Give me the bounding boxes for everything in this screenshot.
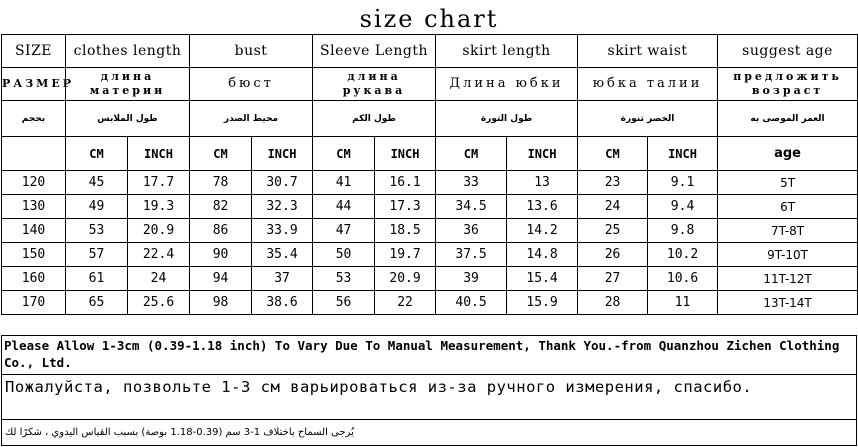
header-row-en — [2, 35, 858, 68]
cell-skirt-len-cm: 39 — [436, 267, 507, 291]
cell-bust-in: 38.6 — [252, 291, 313, 315]
cell-skirt-waist-cm: 23 — [578, 171, 648, 195]
cell-skirt-len-in: 13.6 — [507, 195, 578, 219]
header-ar-clothes-length: طول الملابس — [66, 101, 190, 137]
unit-skirt-length-inch: INCH — [507, 137, 578, 171]
cell-skirt-len-in: 15.4 — [507, 267, 578, 291]
header-ru-bust: бюст — [190, 68, 313, 101]
cell-skirt-waist-in: 9.1 — [648, 171, 718, 195]
cell-size: 120 — [2, 171, 66, 195]
cell-skirt-len-cm: 34.5 — [436, 195, 507, 219]
cell-skirt-waist-in: 10.2 — [648, 243, 718, 267]
cell-sleeve-cm: 47 — [313, 219, 375, 243]
size-table — [1, 34, 858, 315]
cell-age: 5T — [718, 171, 858, 195]
header-ru-clothes-length: длина материи — [66, 68, 190, 101]
unit-bust-inch: INCH — [252, 137, 313, 171]
cell-bust-cm: 90 — [190, 243, 252, 267]
cell-bust-cm: 78 — [190, 171, 252, 195]
table-row — [2, 267, 858, 291]
cell-age: 6T — [718, 195, 858, 219]
cell-bust-in: 30.7 — [252, 171, 313, 195]
cell-size: 170 — [2, 291, 66, 315]
cell-skirt-waist-cm: 24 — [578, 195, 648, 219]
table-row — [2, 243, 858, 267]
cell-age: 13T-14T — [718, 291, 858, 315]
cell-bust-in: 33.9 — [252, 219, 313, 243]
table-row — [2, 219, 858, 243]
cell-sleeve-in: 17.3 — [375, 195, 436, 219]
cell-bust-cm: 94 — [190, 267, 252, 291]
cell-skirt-waist-cm: 27 — [578, 267, 648, 291]
cell-clothes-cm: 45 — [66, 171, 128, 195]
cell-skirt-len-in: 15.9 — [507, 291, 578, 315]
header-ru-skirt-waist: юбка талии — [578, 68, 718, 101]
header-size: SIZE — [2, 35, 66, 68]
cell-sleeve-in: 18.5 — [375, 219, 436, 243]
cell-skirt-len-cm: 36 — [436, 219, 507, 243]
cell-clothes-in: 19.3 — [128, 195, 190, 219]
header-suggest-age: suggest age — [718, 35, 858, 68]
cell-skirt-waist-cm: 28 — [578, 291, 648, 315]
cell-skirt-waist-in: 11 — [648, 291, 718, 315]
unit-skirt-length-cm: CM — [436, 137, 507, 171]
cell-skirt-len-cm: 33 — [436, 171, 507, 195]
cell-age: 7T-8T — [718, 219, 858, 243]
header-ar-skirt-waist: الخصر تنورة — [578, 101, 718, 137]
cell-skirt-waist-cm: 25 — [578, 219, 648, 243]
cell-size: 150 — [2, 243, 66, 267]
cell-sleeve-in: 19.7 — [375, 243, 436, 267]
unit-row — [2, 137, 858, 171]
cell-sleeve-cm: 41 — [313, 171, 375, 195]
cell-clothes-cm: 65 — [66, 291, 128, 315]
header-skirt-waist: skirt waist — [578, 35, 718, 68]
unit-blank — [2, 137, 66, 171]
cell-clothes-cm: 57 — [66, 243, 128, 267]
unit-bust-cm: CM — [190, 137, 252, 171]
header-clothes-length: clothes length — [66, 35, 190, 68]
unit-sleeve-inch: INCH — [375, 137, 436, 171]
header-ar-size: بحجم — [2, 101, 66, 137]
unit-skirt-waist-cm: CM — [578, 137, 648, 171]
header-skirt-length: skirt length — [436, 35, 578, 68]
cell-clothes-cm: 53 — [66, 219, 128, 243]
cell-sleeve-cm: 44 — [313, 195, 375, 219]
cell-bust-cm: 98 — [190, 291, 252, 315]
cell-age: 11T-12T — [718, 267, 858, 291]
header-ru-size: РАЗМЕР — [2, 68, 66, 101]
cell-sleeve-in: 20.9 — [375, 267, 436, 291]
cell-clothes-in: 20.9 — [128, 219, 190, 243]
header-row-ru — [2, 68, 858, 101]
cell-skirt-len-in: 14.2 — [507, 219, 578, 243]
cell-skirt-len-in: 13 — [507, 171, 578, 195]
table-row — [2, 195, 858, 219]
cell-clothes-in: 24 — [128, 267, 190, 291]
header-ru-suggest-age: предложить возраст — [718, 68, 858, 101]
cell-skirt-waist-in: 9.8 — [648, 219, 718, 243]
note-arabic: يُرجى السماح باختلاف 1-3 سم (0.39-1.18 بوصة) بسبب القياس اليدوي ، شكرًا لك — [1, 419, 857, 446]
cell-sleeve-in: 22 — [375, 291, 436, 315]
cell-bust-in: 37 — [252, 267, 313, 291]
cell-bust-in: 35.4 — [252, 243, 313, 267]
cell-skirt-waist-in: 9.4 — [648, 195, 718, 219]
note-russian: Пожалуйста, позвольте 1-3 см варьироваться из-за ручного измерения, спасибо. — [1, 374, 857, 420]
header-row-ar — [2, 101, 858, 137]
cell-size: 140 — [2, 219, 66, 243]
header-ru-skirt-length: Длина юбки — [436, 68, 578, 101]
unit-age: age — [718, 137, 858, 171]
cell-age: 9T-10T — [718, 243, 858, 267]
unit-sleeve-cm: CM — [313, 137, 375, 171]
cell-clothes-in: 17.7 — [128, 171, 190, 195]
cell-clothes-in: 25.6 — [128, 291, 190, 315]
cell-clothes-cm: 61 — [66, 267, 128, 291]
unit-clothes-cm: CM — [66, 137, 128, 171]
chart-title: size chart — [359, 5, 499, 33]
cell-sleeve-cm: 50 — [313, 243, 375, 267]
cell-bust-in: 32.3 — [252, 195, 313, 219]
unit-skirt-waist-inch: INCH — [648, 137, 718, 171]
cell-skirt-len-cm: 40.5 — [436, 291, 507, 315]
cell-clothes-in: 22.4 — [128, 243, 190, 267]
unit-clothes-inch: INCH — [128, 137, 190, 171]
cell-clothes-cm: 49 — [66, 195, 128, 219]
table-row — [2, 171, 858, 195]
note-english: Please Allow 1-3cm (0.39-1.18 inch) To Vary Due To Manual Measurement, Thank You.-from Quanzhou Zichen Clothing Co., Ltd. — [1, 335, 857, 375]
cell-skirt-waist-in: 10.6 — [648, 267, 718, 291]
cell-skirt-len-cm: 37.5 — [436, 243, 507, 267]
header-ar-bust: محيط الصدر — [190, 101, 313, 137]
header-ar-sleeve-length: طول الكم — [313, 101, 436, 137]
cell-bust-cm: 86 — [190, 219, 252, 243]
cell-sleeve-cm: 56 — [313, 291, 375, 315]
header-ar-suggest-age: العمر الموصى به — [718, 101, 858, 137]
cell-skirt-waist-cm: 26 — [578, 243, 648, 267]
cell-bust-cm: 82 — [190, 195, 252, 219]
cell-size: 130 — [2, 195, 66, 219]
cell-skirt-len-in: 14.8 — [507, 243, 578, 267]
header-ru-sleeve-length: длина рукава — [313, 68, 436, 101]
header-bust: bust — [190, 35, 313, 68]
header-sleeve-length: Sleeve Length — [313, 35, 436, 68]
header-ar-skirt-length: طول التورة — [436, 101, 578, 137]
table-row — [2, 291, 858, 315]
cell-sleeve-in: 16.1 — [375, 171, 436, 195]
cell-size: 160 — [2, 267, 66, 291]
cell-sleeve-cm: 53 — [313, 267, 375, 291]
